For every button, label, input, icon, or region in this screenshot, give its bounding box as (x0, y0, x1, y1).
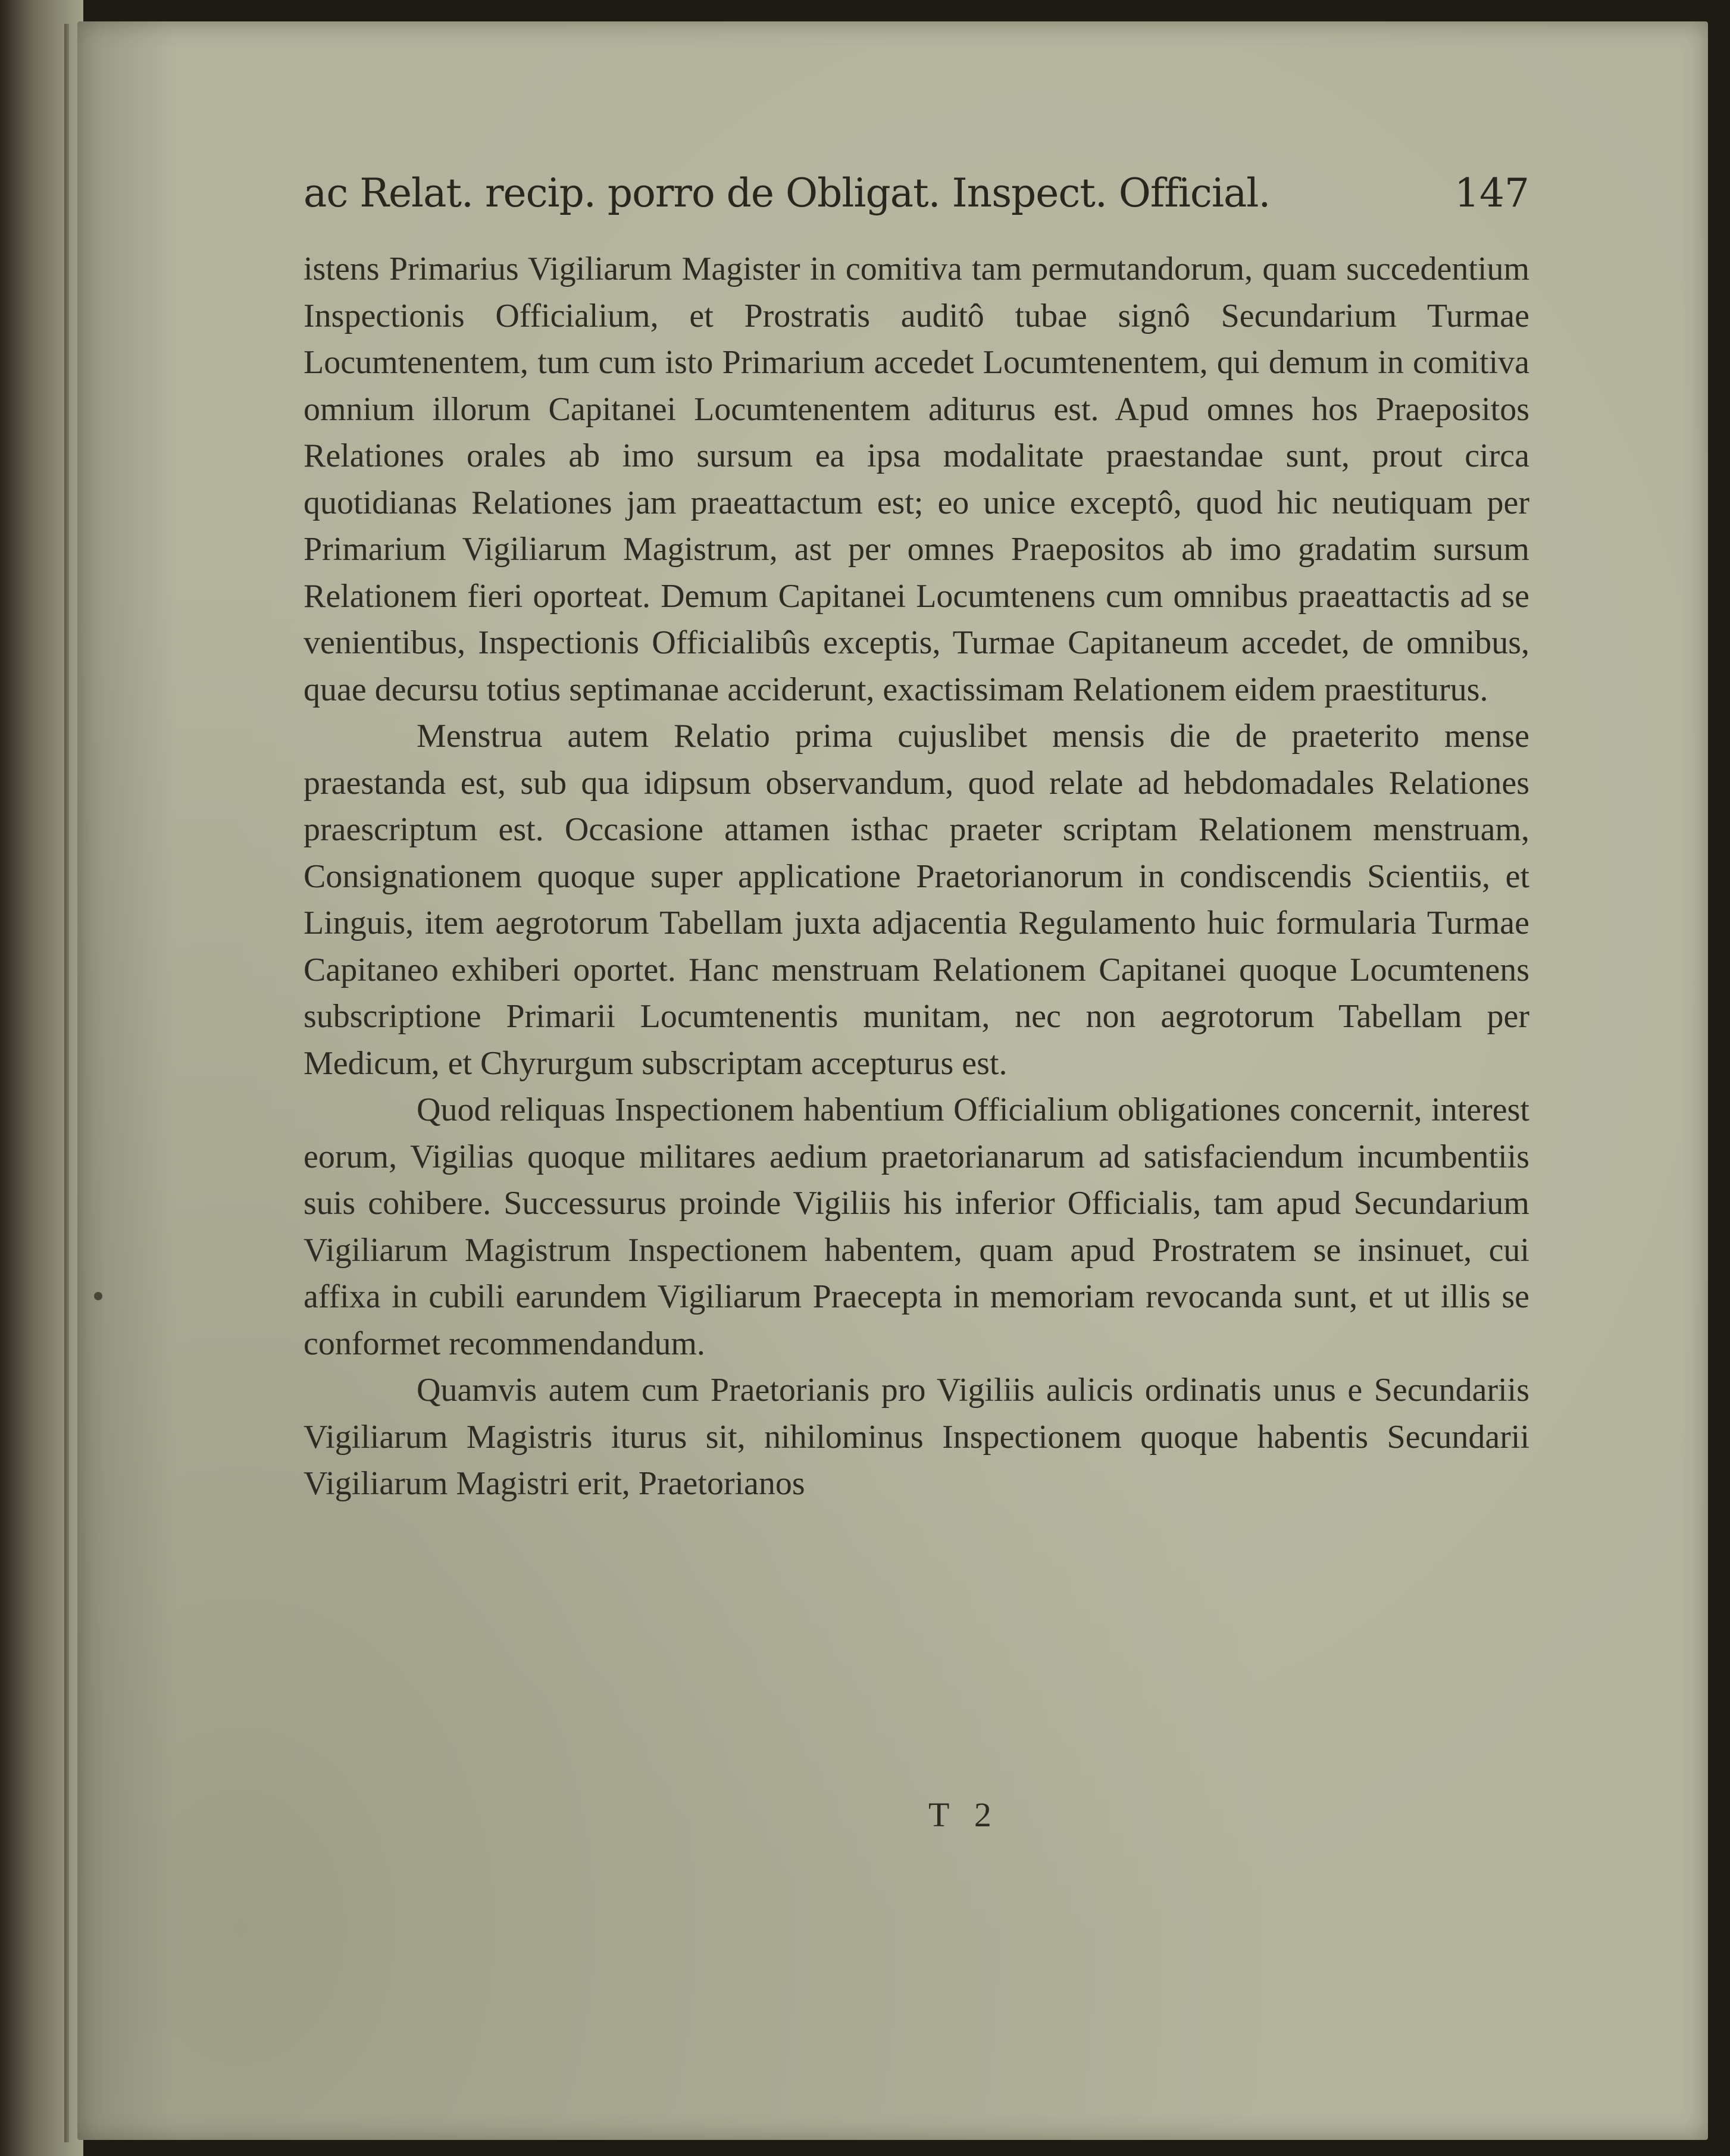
paragraph-4: Quamvis autem cum Praetorianis pro Vigiliis aulicis ordinatis unus e Secundariis Vigiliarum Magistris iturus sit, nihilominus Inspectionem quoque habentis Secundarii Vigiliarum Magistri erit, Praetorianos (304, 1372, 1529, 1502)
page-content (304, 170, 1529, 1507)
book-binding-shadow (0, 0, 83, 2156)
running-head: ac Relat. recip. porro de Obligat. Inspect. Official. (304, 170, 1271, 216)
signature-mark: T 2 (928, 1795, 1000, 1834)
body-text (304, 246, 1529, 1507)
margin-speck (94, 1292, 102, 1300)
page-gutter (64, 24, 69, 2142)
paragraph-3: Quod reliquas Inspectionem habentium Officialium obligationes concernit, interest eorum, Vigilias quoque militares aedium praetorianarum ad satisfaciendum incumbentiis suis cohibere. Successurus proinde Vigiliis his inferior Officialis, tam apud Secundarium Vigiliarum Magistrum Inspectionem habentem, quam apud Prostratem se insinuet, cui affixa in cubili earundem Vigiliarum Praecepta in memoriam revocanda sunt, et ut illis se conformet recommendandum. (304, 1091, 1529, 1362)
paragraph-1: istens Primarius Vigiliarum Magister in comitiva tam permutandorum, quam succedentium Inspectionis Officialium, et Prostratis auditô tubae signô Secundarium Turmae Locumtenentem, tum cum isto Primarium accedet Locumtenentem, qui demum in comitiva omnium illorum Capitanei Locumtenentem aditurus est. Apud omnes hos Praepositos Relationes orales ab imo sursum ea ipsa modalitate praestandae sunt, prout circa quotidianas Relationes jam praeattactum est; eo unice exceptô, quod hic neutiquam per Primarium Vigiliarum Magistrum, ast per omnes Praepositos ab imo gradatim sursum Relationem fieri oporteat. Demum Capitanei Locumtenens cum omnibus praeattactis ad se venientibus, Inspectionis Officialibûs exceptis, Turmae Capitaneum accedet, de omnibus, quae decursu totius septimanae acciderunt, exactissimam Relationem eidem praestiturus. (304, 251, 1529, 708)
book-page (77, 21, 1708, 2140)
paragraph-2: Menstrua autem Relatio prima cujuslibet mensis die de praeterito mense praestanda est, sub qua idipsum observandum, quod relate ad hebdomadales Relationes praescriptum est. Occasione attamen isthac praeter scriptam Relationem menstruam, Consignationem quoque super applicatione Praetorianorum in condiscendis Scientiis, et Linguis, item aegrotorum Tabellam juxta adjacentia Regulamento huic formularia Turmae Capitaneo exhiberi oportet. Hanc menstruam Relationem Capitanei quoque Locumtenens subscriptione Primarii Locumtenentis munitam, nec non aegrotorum Tabellam per Medicum, et Chyrurgum subscriptam accepturus est. (304, 718, 1529, 1082)
page-header (304, 170, 1529, 216)
page-number: 147 (1454, 170, 1529, 216)
